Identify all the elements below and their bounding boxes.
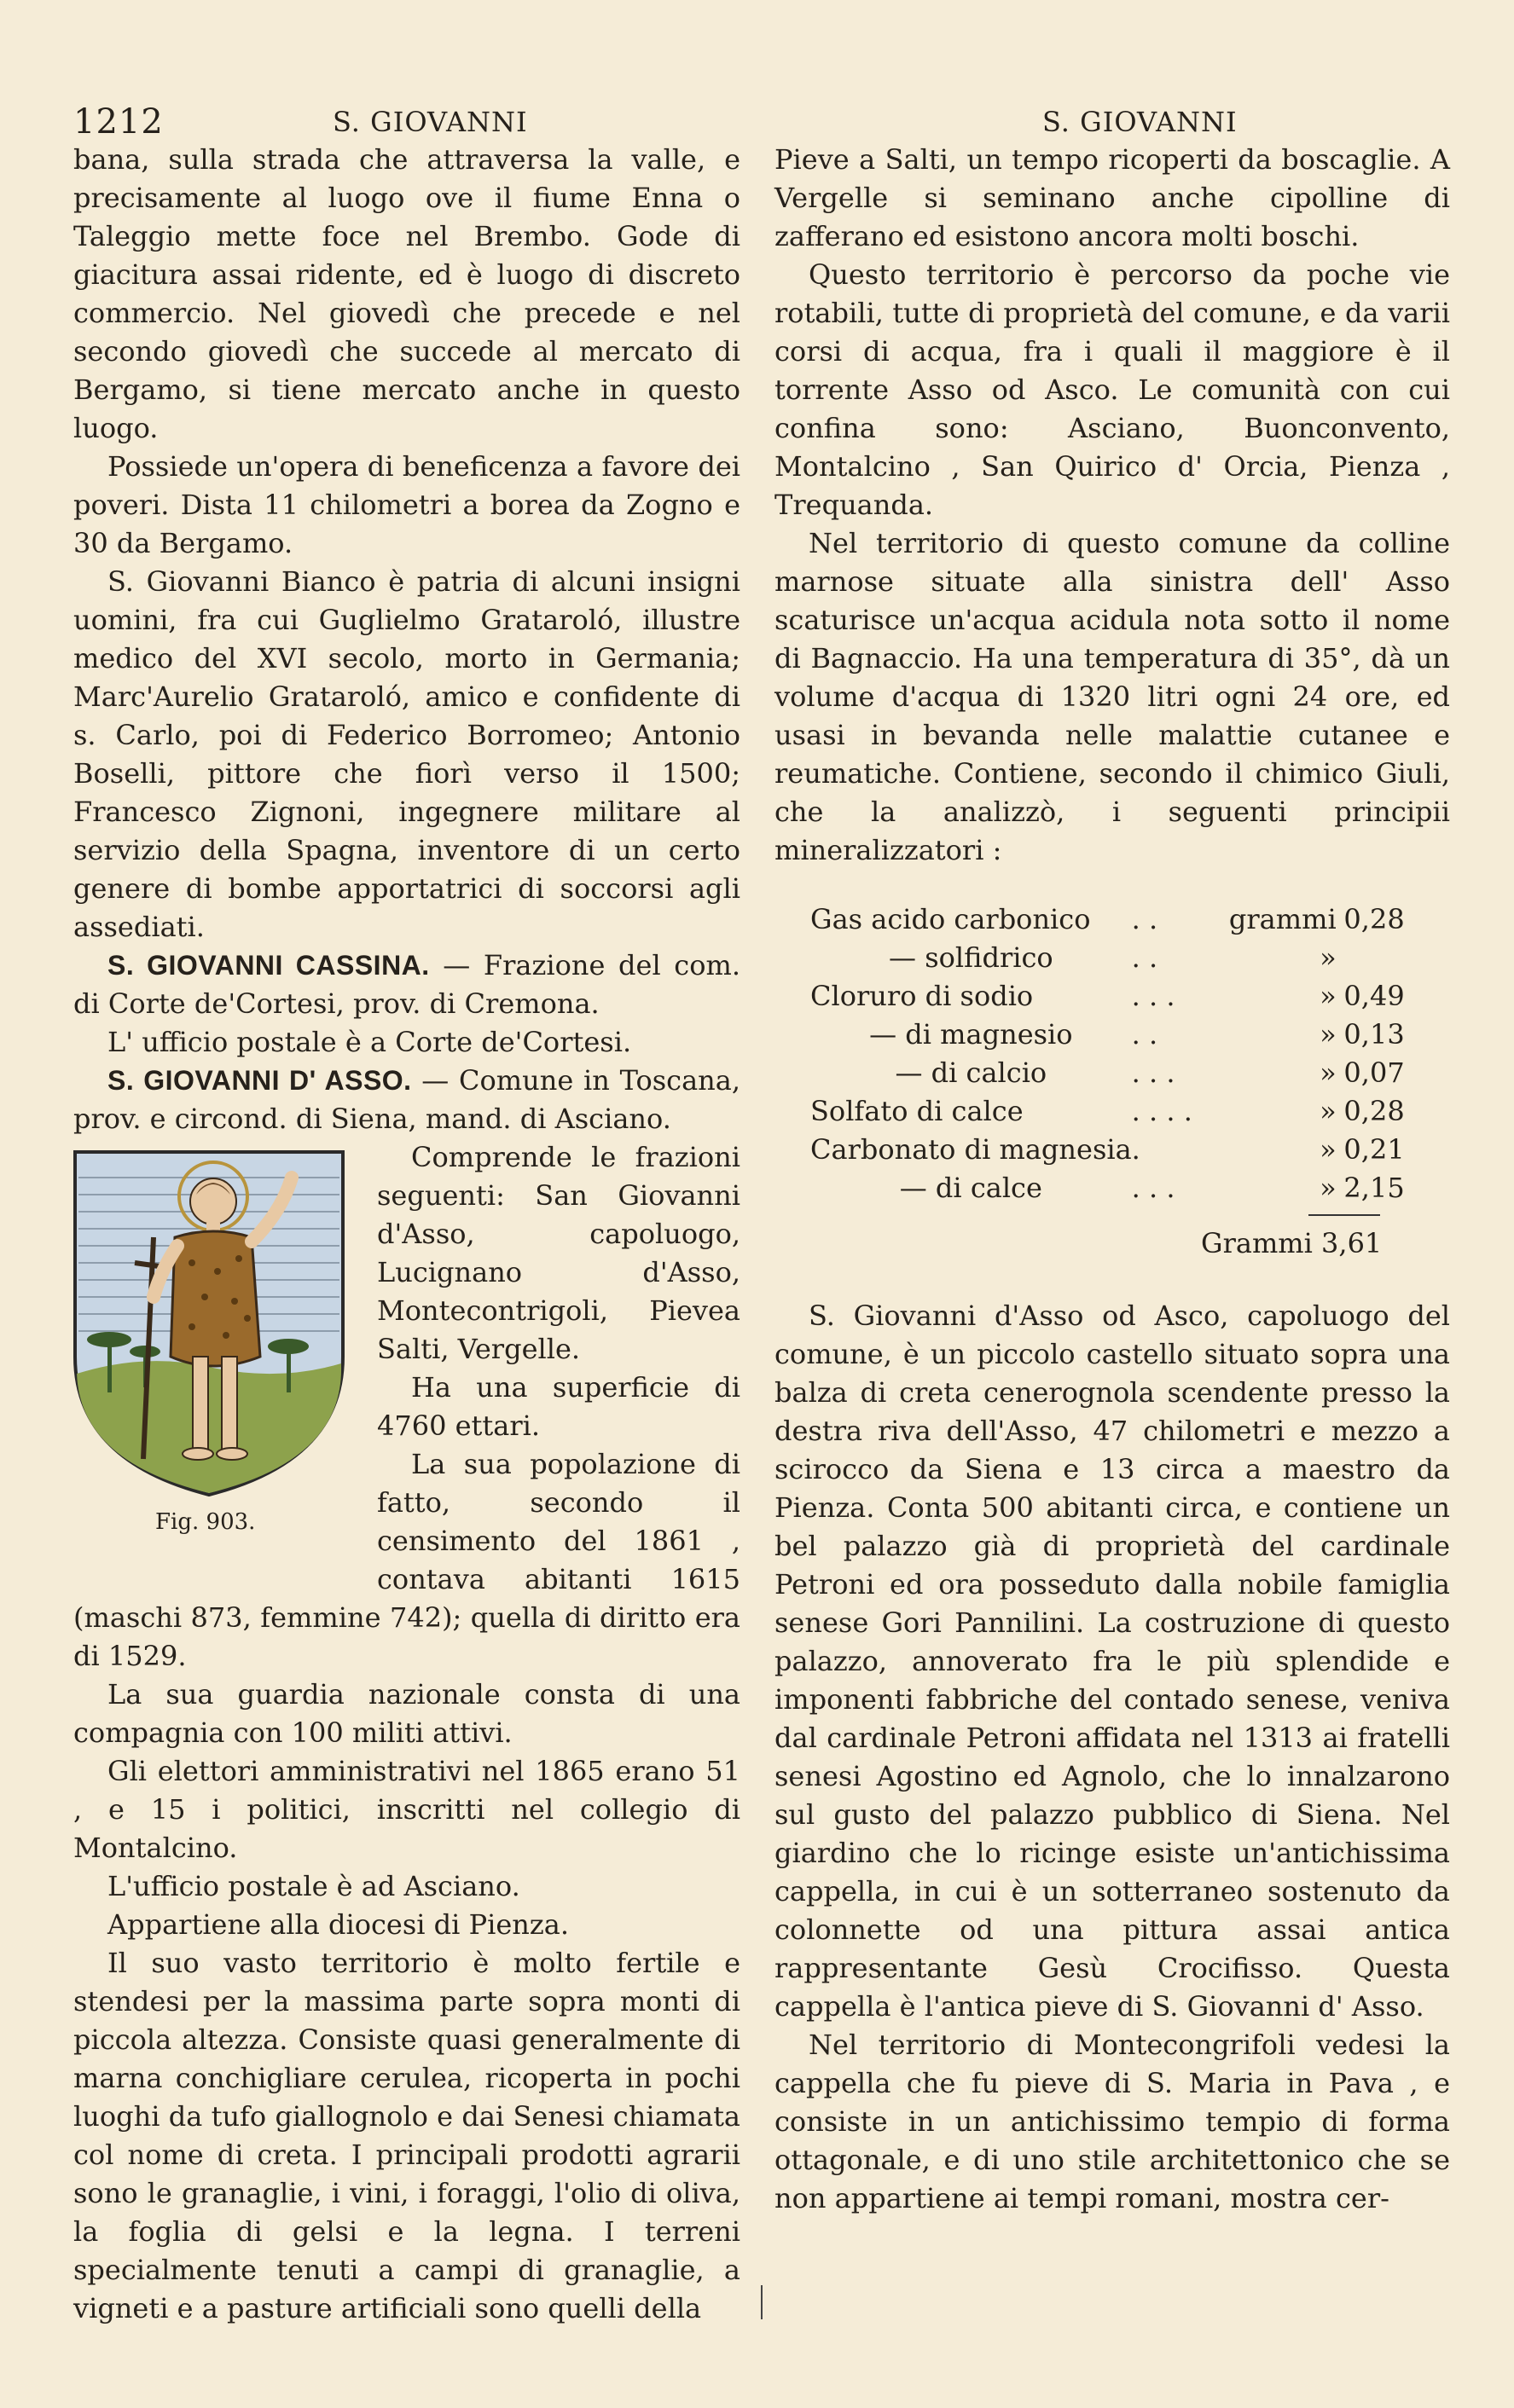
- analysis-row: [810, 1169, 1405, 1207]
- analysis-unit: grammi: [1228, 903, 1337, 935]
- left-column: [73, 141, 740, 2328]
- paragraph: Comprende le frazioni seguenti: San Giovanni d'Asso, capoluogo, Lucignano d'Asso, Montecontrigoli, Pievea Salti, Vergelle.: [377, 1141, 740, 1365]
- analysis-substance: — di magnesio: [869, 1018, 1073, 1051]
- entry-asso: [73, 1062, 740, 1138]
- analysis-value: 2,15: [1343, 1172, 1405, 1204]
- analysis-value: 0,21: [1343, 1133, 1405, 1166]
- paragraph: Il suo vasto territorio è molto fertile e stendesi per la massima parte sopra monti di piccola altezza. Consiste quasi generalmente di marna conchigliare cerulea, ricoperta in pochi luoghi da tufo giallognolo e dai Senesi chiamata col nome di creta. I principali prodotti agrarii sono le granaglie, i vini, i foraggi, l'olio di oliva, la foglia di gelsi e la legna. I terreni specialmente tenuti a campi di granaglie, a vigneti e a pasture artificiali sono quelli della: [73, 1947, 740, 2324]
- analysis-unit: »: [1320, 1018, 1337, 1051]
- analysis-row: [810, 1016, 1405, 1054]
- paragraph: Gli elettori amministrativi nel 1865 erano 51 , e 15 i politici, inscritti nel collegio di Montalcino.: [73, 1755, 740, 1864]
- analysis-unit: »: [1320, 941, 1337, 974]
- analysis-dots: . .: [1131, 1018, 1158, 1051]
- analysis-substance: Gas acido carbonico: [810, 903, 1091, 935]
- paragraph: Nel territorio di Montecongrifoli vedesi la cappella che fu pieve di S. Maria in Pava , e consiste in un antichissimo tempio di forma ottagonale, e di uno stile architettonico che se non appartiene ai tempi romani, mostra cer-: [774, 2029, 1450, 2214]
- mineral-analysis-table: [810, 900, 1405, 1207]
- paragraph: Appartiene alla diocesi di Pienza.: [107, 1908, 569, 1941]
- analysis-unit: »: [1320, 1056, 1337, 1089]
- analysis-dots: . . .: [1131, 980, 1175, 1012]
- paragraph: Possiede un'opera di beneficenza a favore dei poveri. Dista 11 chilometri a borea da Zogno e 30 da Bergamo.: [73, 450, 740, 559]
- analysis-substance: Solfato di calce: [810, 1095, 1024, 1127]
- analysis-value: 0,28: [1343, 903, 1405, 935]
- page-number: 1212: [73, 102, 164, 142]
- analysis-row: [810, 939, 1405, 977]
- analysis-row: [810, 977, 1405, 1016]
- analysis-value: [1337, 939, 1405, 977]
- paragraph: S. Giovanni d'Asso od Asco, capoluogo del comune, è un piccolo castello situato sopra una balza di creta cenerognola scendente presso la destra riva dell'Asso, 47 chilometri e mezzo a scirocco da Siena e 13 circa a maestro da Pienza. Conta 500 abitanti circa, e contiene un bel palazzo già di proprietà del cardinale Petroni ed ora posseduto dalla nobile famiglia senese Gori Pannilini. La costruzione di questo palazzo, annoverato fra le più splendide e imponenti fabbriche del contado senese, veniva dal cardinale Petroni affidata nel 1313 ai fratelli senesi Agostino ed Agnolo, che lo innalzarono sul gusto del palazzo pubblico di Siena. Nel giardino che lo ricinge esiste un'antichissima cappella, in cui è un sotterraneo sostenuto da colonnette od una pittura assai antica rappresentante Gesù Crocifisso. Questa cappella è l'antica pieve di S. Giovanni d' Asso.: [774, 1300, 1450, 2023]
- analysis-substance: Cloruro di sodio: [810, 980, 1034, 1012]
- right-column: [774, 141, 1450, 2218]
- entry-text: — Comune in Toscana, prov. e circond. di Siena, mand. di Asciano.: [73, 1064, 740, 1135]
- entry-heading: S. GIOVANNI D' ASSO.: [107, 1065, 412, 1096]
- analysis-dots: .: [1131, 1133, 1140, 1166]
- paragraph: Nel territorio di questo comune da colline marnose situate alla sinistra dell' Asso scaturisce un'acqua acidula nota sotto il nome di Bagnaccio. Ha una temperatura di 35°, dà un volume d'acqua di 1320 litri ogni 24 ore, ed usasi in bevanda nelle malattie cutanee e reumatiche. Contiene, secondo il chimico Giuli, che la analizzò, i seguenti principii mineralizzatori :: [774, 527, 1450, 866]
- paragraph: La sua popolazione di fatto, secondo il censimento del 1861 , contava abitanti 1615 (maschi 873, femmine 742); quella di diritto era di 1529.: [73, 1448, 740, 1672]
- running-head-left: S. GIOVANNI: [333, 106, 528, 138]
- total-value: 3,61: [1321, 1227, 1383, 1259]
- paragraph: Ha una superficie di 4760 ettari.: [377, 1371, 740, 1442]
- column-divider: [761, 2285, 763, 2319]
- analysis-substance: — di calcio: [895, 1056, 1047, 1089]
- total-label: Grammi: [1201, 1227, 1313, 1259]
- entry-text: — Frazione del com. di Corte de'Cortesi, prov. di Cremona.: [73, 949, 741, 1020]
- analysis-unit: »: [1320, 980, 1337, 1012]
- paragraph: bana, sulla strada che attraversa la valle, e precisamente al luogo ove il fiume Enna o Taleggio mette foce nel Brembo. Gode di giacitura assai ridente, ed è luogo di discreto commercio. Nel giovedì che precede e nel secondo giovedì che succede al mercato di Bergamo, si tiene mercato anche in questo luogo.: [73, 143, 740, 444]
- analysis-row: [810, 1131, 1405, 1169]
- analysis-unit: »: [1320, 1133, 1337, 1166]
- analysis-substance: — solfidrico: [889, 941, 1053, 974]
- analysis-dots: . . .: [1131, 1172, 1175, 1204]
- analysis-dots: . . .: [1131, 1056, 1175, 1089]
- analysis-total: [1201, 1224, 1450, 1263]
- analysis-value: 0,28: [1343, 1095, 1405, 1127]
- paragraph: S. Giovanni Bianco è patria di alcuni insigni uomini, fra cui Guglielmo Grataroló, illustre medico del XVI secolo, morto in Germania; Marc'Aurelio Grataroló, amico e confidente di s. Carlo, poi di Federico Borromeo; Antonio Boselli, pittore che fiorì verso il 1500; Francesco Zignoni, ingegnere militare al servizio della Spagna, inventore di un certo genere di bombe apportatrici di soccorsi agli assediati.: [73, 565, 740, 943]
- analysis-unit: »: [1320, 1172, 1337, 1204]
- analysis-substance: — di calce: [899, 1172, 1042, 1204]
- analysis-unit: »: [1320, 1095, 1337, 1127]
- analysis-row: [810, 1092, 1405, 1131]
- paragraph: Pieve a Salti, un tempo ricoperti da boscaglie. A Vergelle si seminano anche cipolline di zafferano ed esistono ancora molti boschi.: [774, 143, 1450, 252]
- entry-cassina: [73, 946, 740, 1023]
- paragraph: La sua guardia nazionale consta di una compagnia con 100 militi attivi.: [73, 1678, 740, 1749]
- analysis-dots: . .: [1131, 903, 1158, 935]
- analysis-value: 0,13: [1343, 1018, 1405, 1051]
- paragraph: L' ufficio postale è a Corte de'Cortesi.: [107, 1026, 632, 1058]
- analysis-row: [810, 1054, 1405, 1092]
- analysis-value: 0,49: [1343, 980, 1405, 1012]
- paragraph: L'ufficio postale è ad Asciano.: [107, 1870, 520, 1902]
- analysis-value: 0,07: [1343, 1056, 1405, 1089]
- total-rule: [1308, 1214, 1380, 1216]
- analysis-dots: . . . .: [1131, 1095, 1192, 1127]
- paragraph: Questo territorio è percorso da poche vie rotabili, tutte di proprietà del comune, e da varii corsi di acqua, fra i quali il maggiore è il torrente Asso od Asco. Le comunità con cui confina sono: Asciano, Buonconvento, Montalcino , San Quirico d' Orcia, Pienza , Trequanda.: [774, 258, 1450, 521]
- analysis-substance: Carbonato di magnesia: [810, 1133, 1132, 1166]
- coat-of-arms-figure: [68, 1143, 367, 1570]
- running-head-right: S. GIOVANNI: [1042, 106, 1238, 138]
- analysis-row: [810, 900, 1405, 939]
- analysis-dots: . .: [1131, 941, 1158, 974]
- entry-heading: S. GIOVANNI CASSINA.: [107, 950, 430, 981]
- coat-of-arms-image: [68, 1143, 350, 1502]
- figure-caption: Fig. 903.: [155, 1509, 256, 1535]
